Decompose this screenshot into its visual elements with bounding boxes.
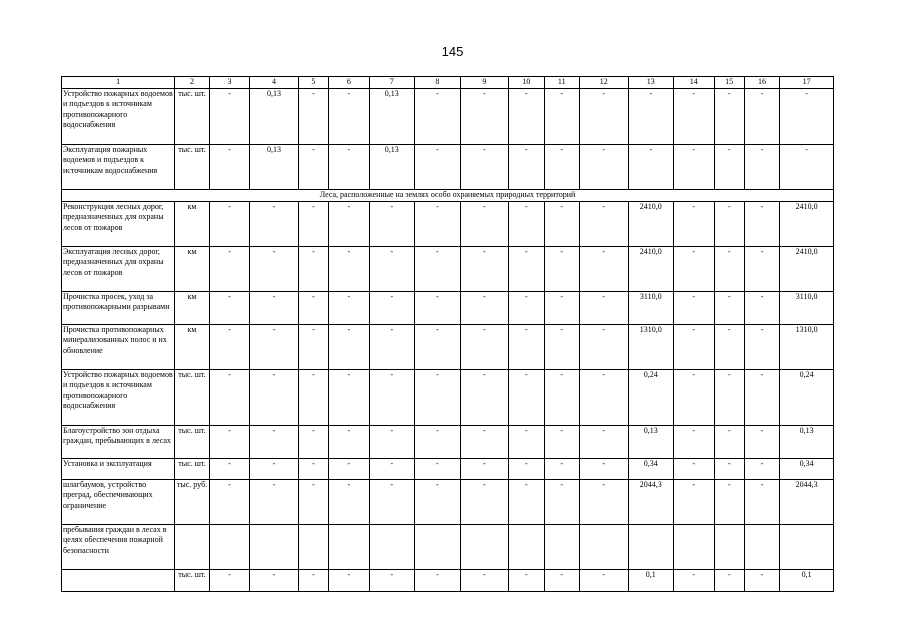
value-cell: - <box>714 145 744 190</box>
value-cell: - <box>544 570 579 592</box>
value-cell: - <box>744 89 779 145</box>
value-cell: - <box>209 370 249 426</box>
table-row <box>62 89 834 145</box>
value-cell: 0,13 <box>369 145 415 190</box>
value-cell: 1310,0 <box>780 325 834 370</box>
value-cell: - <box>250 570 299 592</box>
value-cell: - <box>298 89 328 145</box>
value-cell: - <box>298 145 328 190</box>
row-name-cell: Установка и эксплуатация <box>62 459 175 480</box>
value-cell: - <box>369 570 415 592</box>
value-cell: - <box>209 247 249 292</box>
value-cell: - <box>579 370 628 426</box>
value-cell: 0,13 <box>250 145 299 190</box>
value-cell: - <box>415 202 461 247</box>
unit-cell: км <box>175 247 209 292</box>
value-cell: - <box>744 570 779 592</box>
value-cell: - <box>544 247 579 292</box>
value-cell: - <box>714 325 744 370</box>
value-cell: - <box>415 426 461 459</box>
value-cell: - <box>744 480 779 525</box>
value-cell <box>714 525 744 570</box>
value-cell: - <box>674 459 714 480</box>
value-cell: 0,13 <box>780 426 834 459</box>
value-cell: 1310,0 <box>628 325 674 370</box>
value-cell: - <box>579 202 628 247</box>
value-cell: - <box>209 459 249 480</box>
value-cell: - <box>460 292 509 325</box>
value-cell <box>544 525 579 570</box>
value-cell: - <box>714 570 744 592</box>
column-number: 4 <box>250 77 299 89</box>
row-name-cell: Устройство пожарных водоемов и подъездов к источникам противопожарного водоснабжения <box>62 370 175 426</box>
value-cell: - <box>714 459 744 480</box>
value-cell: - <box>369 426 415 459</box>
value-cell: 0,13 <box>250 89 299 145</box>
value-cell: - <box>298 202 328 247</box>
value-cell: - <box>544 292 579 325</box>
value-cell: - <box>250 247 299 292</box>
value-cell: - <box>674 89 714 145</box>
column-number: 15 <box>714 77 744 89</box>
value-cell: - <box>209 89 249 145</box>
value-cell: - <box>714 480 744 525</box>
value-cell: - <box>415 459 461 480</box>
value-cell: - <box>744 247 779 292</box>
value-cell: - <box>369 247 415 292</box>
table-row <box>62 480 834 525</box>
value-cell: 0,1 <box>628 570 674 592</box>
column-number: 17 <box>780 77 834 89</box>
value-cell: - <box>674 480 714 525</box>
value-cell: - <box>714 292 744 325</box>
value-cell: - <box>329 325 369 370</box>
column-number: 8 <box>415 77 461 89</box>
value-cell: - <box>744 459 779 480</box>
value-cell: - <box>509 202 544 247</box>
value-cell: - <box>250 325 299 370</box>
value-cell: - <box>628 145 674 190</box>
unit-cell: тыс. шт. <box>175 426 209 459</box>
value-cell: - <box>298 426 328 459</box>
value-cell: - <box>329 292 369 325</box>
value-cell: - <box>544 202 579 247</box>
value-cell: - <box>369 202 415 247</box>
value-cell: - <box>329 426 369 459</box>
unit-cell: тыс. шт. <box>175 570 209 592</box>
table-row <box>62 202 834 247</box>
page-number: 145 <box>441 44 464 59</box>
value-cell: - <box>298 292 328 325</box>
value-cell: 0,1 <box>780 570 834 592</box>
value-cell: 0,13 <box>628 426 674 459</box>
table-row <box>62 370 834 426</box>
column-number-row <box>62 77 834 89</box>
value-cell: - <box>714 247 744 292</box>
value-cell: - <box>329 480 369 525</box>
value-cell: - <box>544 480 579 525</box>
row-name-cell <box>62 570 175 592</box>
row-name-cell: Прочистка просек, уход за противопожарными разрывами <box>62 292 175 325</box>
value-cell: - <box>298 459 328 480</box>
value-cell: - <box>369 292 415 325</box>
row-name-cell: шлагбаумов, устройство преград, обеспечивающих ограничение <box>62 480 175 525</box>
value-cell: - <box>460 202 509 247</box>
value-cell: - <box>509 426 544 459</box>
unit-cell: тыс. шт. <box>175 145 209 190</box>
unit-cell: тыс. руб. <box>175 480 209 525</box>
value-cell: - <box>460 480 509 525</box>
value-cell <box>415 525 461 570</box>
value-cell: - <box>744 370 779 426</box>
value-cell: - <box>780 89 834 145</box>
value-cell: 2410,0 <box>780 247 834 292</box>
value-cell: - <box>714 89 744 145</box>
value-cell: - <box>209 426 249 459</box>
row-name-cell: Реконструкция лесных дорог, предназначенных для охраны лесов от пожаров <box>62 202 175 247</box>
column-number: 3 <box>209 77 249 89</box>
value-cell: - <box>544 459 579 480</box>
table-row <box>62 247 834 292</box>
value-cell: - <box>329 145 369 190</box>
value-cell: - <box>460 325 509 370</box>
value-cell: - <box>298 570 328 592</box>
value-cell <box>369 525 415 570</box>
value-cell: 0,34 <box>780 459 834 480</box>
value-cell <box>744 525 779 570</box>
value-cell: - <box>250 202 299 247</box>
value-cell: - <box>415 247 461 292</box>
value-cell: - <box>714 426 744 459</box>
value-cell: - <box>544 325 579 370</box>
value-cell: - <box>329 202 369 247</box>
value-cell: - <box>628 89 674 145</box>
value-cell: - <box>509 292 544 325</box>
value-cell: - <box>369 459 415 480</box>
value-cell: - <box>579 480 628 525</box>
value-cell: - <box>780 145 834 190</box>
value-cell: - <box>544 145 579 190</box>
row-name-cell: пребывания граждан в лесах в целях обеспечения пожарной безопасности <box>62 525 175 570</box>
value-cell: - <box>415 570 461 592</box>
column-number: 2 <box>175 77 209 89</box>
value-cell: - <box>544 370 579 426</box>
value-cell: - <box>415 370 461 426</box>
value-cell: - <box>674 370 714 426</box>
value-cell: - <box>298 247 328 292</box>
unit-cell: км <box>175 202 209 247</box>
unit-cell: тыс. шт. <box>175 459 209 480</box>
value-cell <box>460 525 509 570</box>
value-cell: - <box>209 570 249 592</box>
value-cell: - <box>509 89 544 145</box>
value-cell: 3110,0 <box>628 292 674 325</box>
value-cell: - <box>415 89 461 145</box>
value-cell <box>674 525 714 570</box>
column-number: 12 <box>579 77 628 89</box>
value-cell: - <box>298 370 328 426</box>
value-cell: - <box>209 292 249 325</box>
table-row <box>62 525 834 570</box>
column-number: 6 <box>329 77 369 89</box>
value-cell <box>780 525 834 570</box>
value-cell: - <box>509 370 544 426</box>
table-row <box>62 145 834 190</box>
value-cell: 0,13 <box>369 89 415 145</box>
value-cell: - <box>460 370 509 426</box>
value-cell <box>579 525 628 570</box>
value-cell: - <box>250 292 299 325</box>
value-cell: - <box>415 145 461 190</box>
value-cell: - <box>209 480 249 525</box>
value-cell <box>250 525 299 570</box>
unit-cell: км <box>175 292 209 325</box>
value-cell: - <box>369 370 415 426</box>
value-cell: - <box>329 370 369 426</box>
data-table <box>61 76 834 592</box>
value-cell: - <box>579 325 628 370</box>
value-cell: - <box>579 145 628 190</box>
value-cell: - <box>579 426 628 459</box>
value-cell: - <box>674 325 714 370</box>
value-cell <box>329 525 369 570</box>
value-cell: - <box>579 570 628 592</box>
value-cell: 2410,0 <box>628 247 674 292</box>
value-cell: - <box>579 89 628 145</box>
column-number: 5 <box>298 77 328 89</box>
value-cell: - <box>744 426 779 459</box>
value-cell: - <box>460 459 509 480</box>
value-cell: - <box>714 370 744 426</box>
value-cell: 0,24 <box>780 370 834 426</box>
column-number: 9 <box>460 77 509 89</box>
value-cell: - <box>509 480 544 525</box>
value-cell: - <box>509 570 544 592</box>
value-cell: 0,24 <box>628 370 674 426</box>
value-cell: - <box>460 145 509 190</box>
row-name-cell: Эксплуатация лесных дорог, предназначенных для охраны лесов от пожаров <box>62 247 175 292</box>
value-cell: - <box>329 247 369 292</box>
column-number: 14 <box>674 77 714 89</box>
value-cell: 0,34 <box>628 459 674 480</box>
value-cell: - <box>674 292 714 325</box>
table-row <box>62 292 834 325</box>
value-cell: - <box>460 426 509 459</box>
value-cell: - <box>250 480 299 525</box>
table-row <box>62 570 834 592</box>
value-cell: - <box>329 459 369 480</box>
value-cell: - <box>674 202 714 247</box>
value-cell: - <box>674 570 714 592</box>
value-cell: 2044,3 <box>780 480 834 525</box>
value-cell: - <box>415 325 461 370</box>
value-cell: - <box>369 325 415 370</box>
value-cell <box>509 525 544 570</box>
value-cell: - <box>250 370 299 426</box>
value-cell: - <box>415 480 461 525</box>
unit-cell <box>175 525 209 570</box>
row-name-cell: Эксплуатация пожарных водоемов и подъездов к источникам водоснабжения <box>62 145 175 190</box>
value-cell: 3110,0 <box>780 292 834 325</box>
value-cell: - <box>674 426 714 459</box>
value-cell: - <box>744 292 779 325</box>
value-cell: - <box>579 247 628 292</box>
row-name-cell: Устройство пожарных водоемов и подъездов к источникам противопожарного водоснабжения <box>62 89 175 145</box>
value-cell: - <box>714 202 744 247</box>
value-cell: - <box>509 459 544 480</box>
value-cell: - <box>579 292 628 325</box>
value-cell: - <box>298 480 328 525</box>
value-cell: - <box>744 202 779 247</box>
value-cell: - <box>509 247 544 292</box>
value-cell <box>209 525 249 570</box>
row-name-cell: Прочистка противопожарных минерализованных полос и их обновление <box>62 325 175 370</box>
column-number: 16 <box>744 77 779 89</box>
value-cell: - <box>369 480 415 525</box>
column-number: 13 <box>628 77 674 89</box>
value-cell: - <box>744 325 779 370</box>
value-cell: - <box>329 89 369 145</box>
value-cell: - <box>209 145 249 190</box>
column-number: 1 <box>62 77 175 89</box>
value-cell: - <box>674 247 714 292</box>
value-cell: - <box>250 459 299 480</box>
value-cell: - <box>674 145 714 190</box>
value-cell: - <box>544 89 579 145</box>
unit-cell: км <box>175 325 209 370</box>
value-cell: - <box>298 325 328 370</box>
value-cell: - <box>544 426 579 459</box>
value-cell: - <box>415 292 461 325</box>
value-cell <box>628 525 674 570</box>
value-cell: 2410,0 <box>628 202 674 247</box>
table-row <box>62 459 834 480</box>
value-cell: - <box>250 426 299 459</box>
value-cell: 2044,3 <box>628 480 674 525</box>
value-cell: - <box>579 459 628 480</box>
section-row <box>62 190 834 202</box>
row-name-cell: Благоустройство зон отдыха граждан, пребывающих в лесах <box>62 426 175 459</box>
value-cell: - <box>509 325 544 370</box>
value-cell: 2410,0 <box>780 202 834 247</box>
section-title: Леса, расположенные на землях особо охраняемых природных территорий <box>62 190 834 202</box>
value-cell: - <box>209 202 249 247</box>
value-cell <box>298 525 328 570</box>
value-cell: - <box>460 247 509 292</box>
value-cell: - <box>509 145 544 190</box>
value-cell: - <box>209 325 249 370</box>
value-cell: - <box>460 89 509 145</box>
column-number: 7 <box>369 77 415 89</box>
value-cell: - <box>329 570 369 592</box>
value-cell: - <box>460 570 509 592</box>
column-number: 10 <box>509 77 544 89</box>
unit-cell: тыс. шт. <box>175 89 209 145</box>
table-row <box>62 325 834 370</box>
unit-cell: тыс. шт. <box>175 370 209 426</box>
value-cell: - <box>744 145 779 190</box>
table-row <box>62 426 834 459</box>
column-number: 11 <box>544 77 579 89</box>
